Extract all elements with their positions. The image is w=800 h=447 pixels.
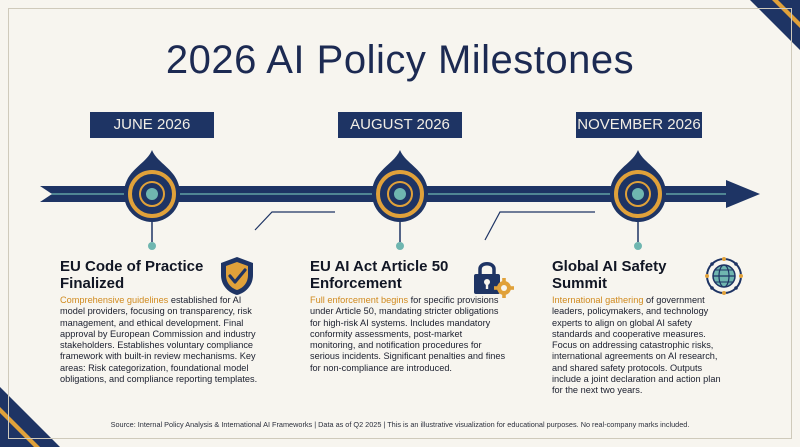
shield-check-icon [218, 255, 256, 297]
milestone-heading-june: EU Code of Practice Finalized [60, 258, 204, 292]
padlock-gear-icon [470, 258, 514, 300]
milestone-heading-august: EU AI Act Article 50 Enforcement [310, 258, 449, 292]
milestone-highlight: Full enforcement begins [310, 295, 409, 305]
date-label-august: AUGUST 2026 [338, 112, 462, 138]
timeline-node-august [372, 150, 428, 250]
milestone-description: for specific provisions under Article 50, mandating stricter obligations for high-risk AI systems. Includes mandatory conformity assessments, post-market monitoring, and notification procedures for serious incidents. Significant penalties and fines for non-compliance are introduced. [310, 295, 506, 373]
milestone-body-june [60, 295, 265, 385]
milestone-heading-november: Global AI Safety Summit [552, 258, 667, 292]
timeline-node-november [610, 150, 666, 250]
date-label-june: JUNE 2026 [90, 112, 214, 138]
timeline-arrow-head [726, 180, 760, 208]
globe-network-icon [704, 256, 744, 296]
milestone-body-november [552, 295, 732, 397]
page-title: 2026 AI Policy Milestones [165, 38, 635, 82]
timeline-node-june [124, 150, 180, 250]
milestone-description: established for AI model providers, focusing on transparency, risk management, and ethical development. Final approval by European Commission and industry stakeholders. Establishes voluntary compliance framework with built-in review mechanisms. Key areas: Risk categorization, foundational model obligations, and compliance reporting templates. [60, 295, 258, 385]
milestone-highlight: International gathering [552, 295, 644, 305]
footer-source-note: Source: Internal Policy Analysis & International AI Frameworks | Data as of Q2 2025 | This is an illustrative visualization for educational purposes. No real-company marks included. [110, 420, 690, 429]
milestone-description: of government leaders, policymakers, and technology experts to align on global AI safety standards and cooperative measures. Focus on addressing catastrophic risks, international agreements on AI research, and shared safety protocols. Outputs include a joint declaration and action plan for the next two years. [552, 295, 721, 396]
milestone-highlight: Comprehensive guidelines [60, 295, 169, 305]
connector-line-2 [485, 212, 595, 240]
date-label-november: NOVEMBER 2026 [576, 112, 702, 138]
connector-line-1 [255, 212, 335, 230]
milestone-body-august [310, 295, 510, 374]
